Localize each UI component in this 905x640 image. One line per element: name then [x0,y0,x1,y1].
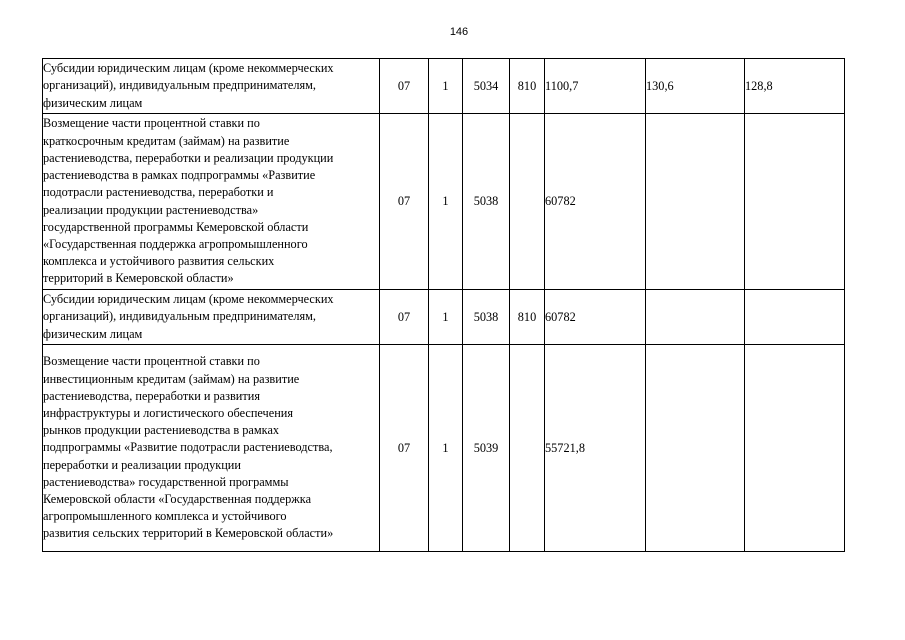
amount-3-cell [745,290,845,345]
amount-3-cell [745,345,845,552]
row-description: Субсидии юридическим лицам (кроме некоммерческих организаций), индивидуальным предпринимателям, физическим лицам [43,292,334,341]
target-article-cell: 5038 [463,290,510,345]
expense-type-cell: 810 [510,59,545,114]
table-row [43,59,845,114]
amount-2-cell [646,345,745,552]
expense-type-cell [510,345,545,552]
amount-3-cell [745,114,845,290]
section-cell: 07 [380,290,429,345]
page-number: 146 [449,26,469,38]
amount-2-cell [646,290,745,345]
row-description: Субсидии юридическим лицам (кроме некоммерческих организаций), индивидуальным предпринимателям, физическим лицам [43,61,334,110]
budget-table [42,58,845,552]
row-description-cell [43,345,380,552]
row-description-cell [43,114,380,290]
amount-1-cell: 55721,8 [545,345,646,552]
amount-1-cell: 60782 [545,290,646,345]
section-cell: 07 [380,114,429,290]
amount-3-cell: 128,8 [745,59,845,114]
amount-2-cell: 130,6 [646,59,745,114]
row-description: Возмещение части процентной ставки по краткосрочным кредитам (займам) на развитие растениеводства, переработки и реализации продукции растениеводства в рамках подпрограммы «Развитие подотрасли растениеводства, переработки и реализации продукции растениеводства» государственной программы Кемеровской области «Государственная поддержка агропромышленного комплекса и устойчивого развития сельских территорий в Кемеровской области» [43,116,334,286]
expense-type-cell: 810 [510,290,545,345]
amount-1-cell: 1100,7 [545,59,646,114]
row-description-cell [43,290,380,345]
table-row [43,345,845,552]
expense-type-cell [510,114,545,290]
target-article-cell: 5039 [463,345,510,552]
subsection-cell: 1 [429,114,463,290]
table-row [43,290,845,345]
subsection-cell: 1 [429,290,463,345]
target-article-cell: 5034 [463,59,510,114]
subsection-cell: 1 [429,59,463,114]
subsection-cell: 1 [429,345,463,552]
target-article-cell: 5038 [463,114,510,290]
amount-2-cell [646,114,745,290]
row-description: Возмещение части процентной ставки по инвестиционным кредитам (займам) на развитие растениеводства, переработки и развития инфраструктуры и логистического обеспечения рынков продукции растениеводства в рамках подпрограммы «Развитие подотрасли растениеводства, переработки и реализации продукции растениеводства» государственной программы Кемеровской области «Государственная поддержка агропромышленного комплекса и устойчивого развития сельских территорий в Кемеровской области» [43,354,334,541]
row-description-cell [43,59,380,114]
section-cell: 07 [380,59,429,114]
section-cell: 07 [380,345,429,552]
amount-1-cell: 60782 [545,114,646,290]
table-row [43,114,845,290]
